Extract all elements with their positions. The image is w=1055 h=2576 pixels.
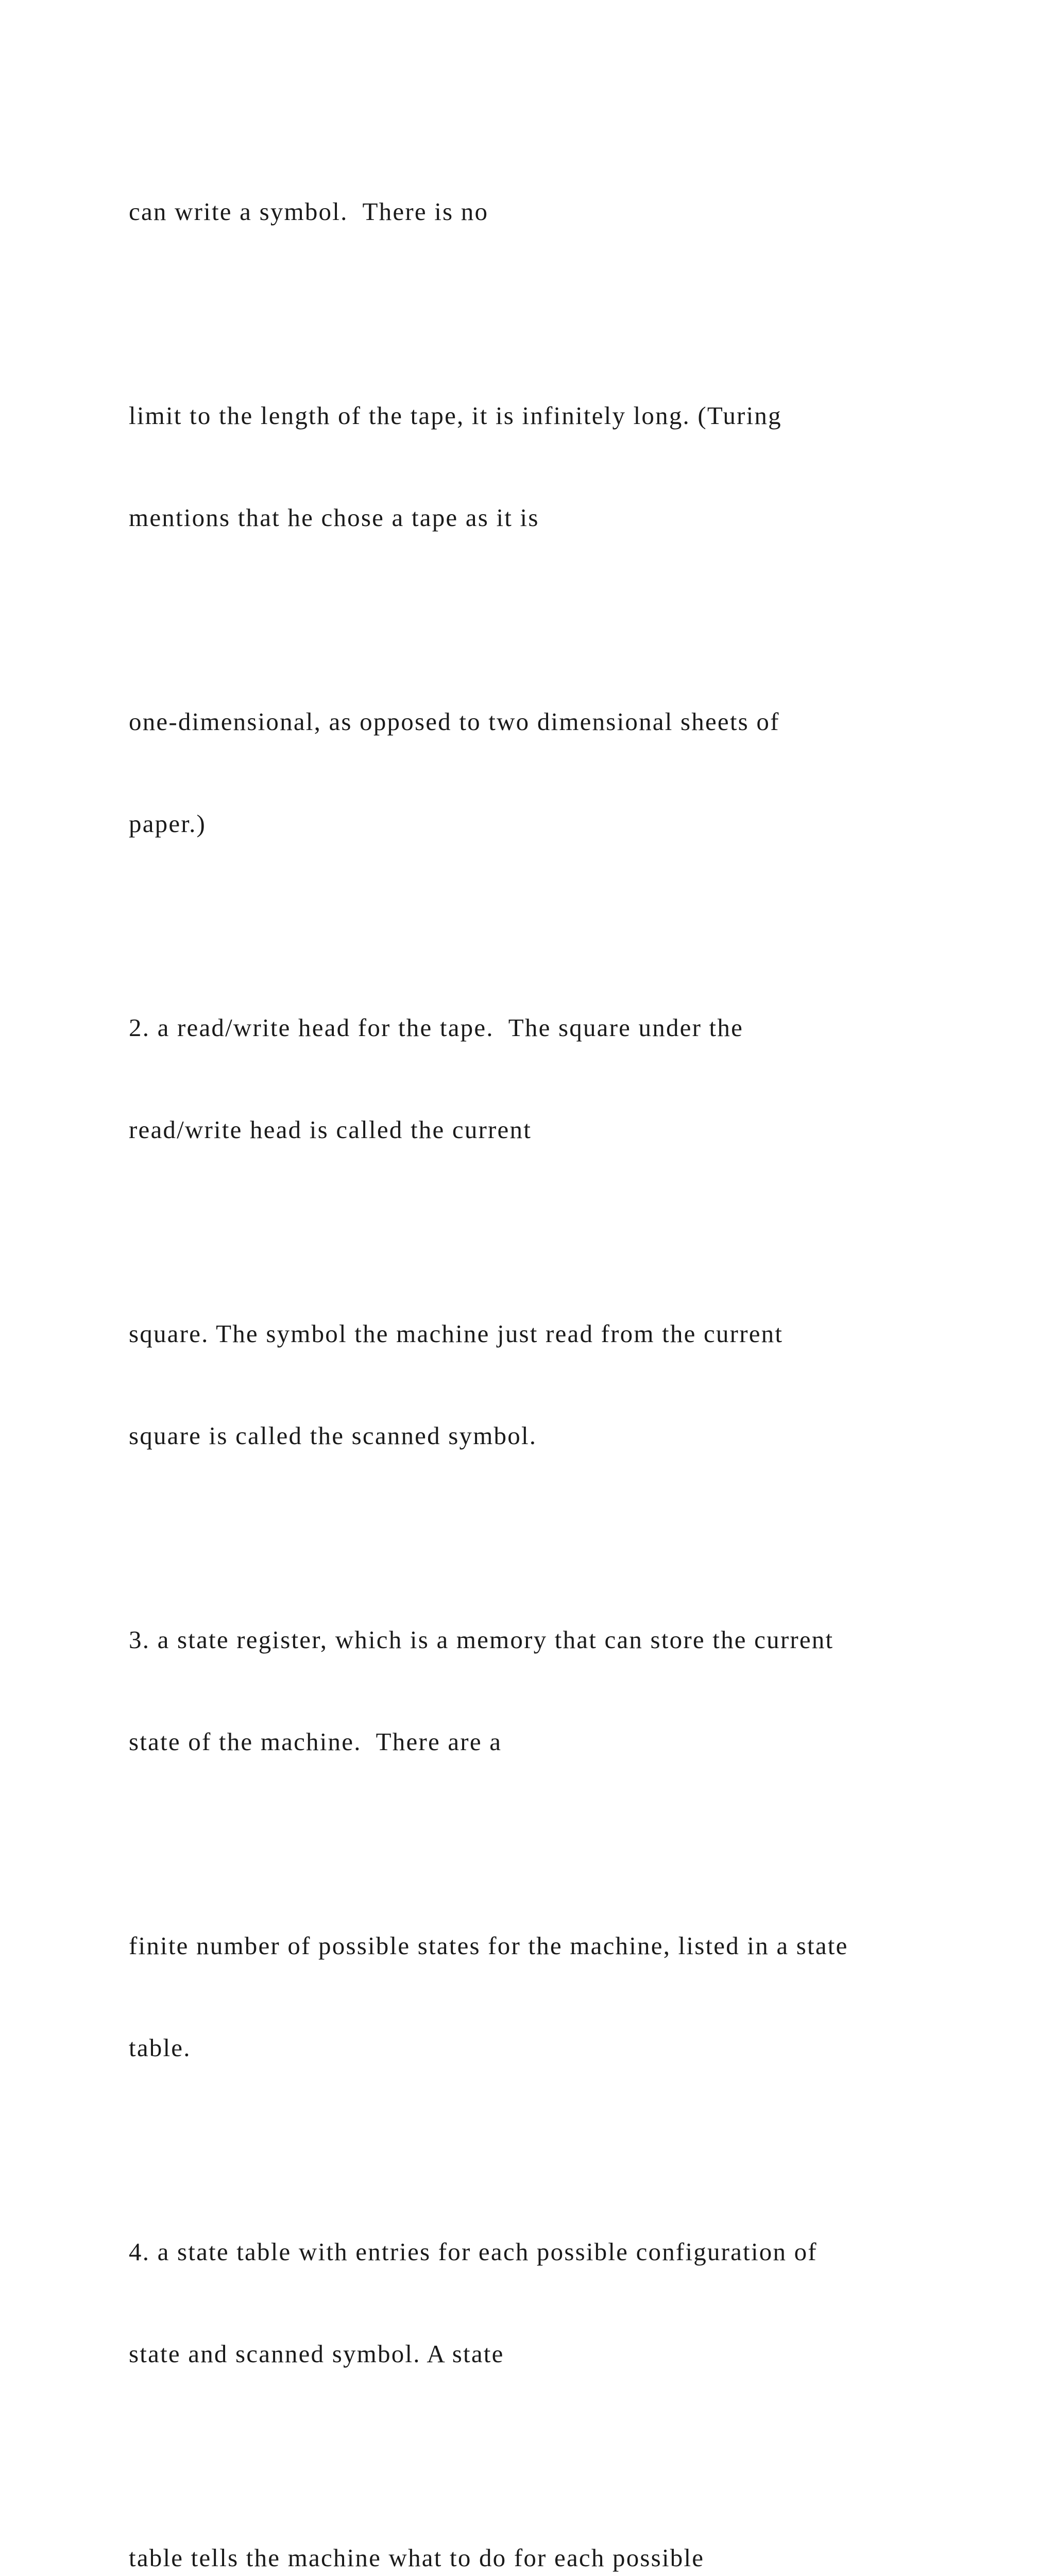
text-line: state of the machine. There are a <box>129 1727 502 1756</box>
paragraph <box>129 1555 1005 1827</box>
text-line: table tells the machine what to do for each possible <box>129 2544 705 2572</box>
text-line: square. The symbol the machine just read from the current <box>129 1319 784 1348</box>
text-line: 4. a state table with entries for each possible configuration of <box>129 2238 818 2266</box>
text-line: can write a symbol. There is no <box>129 197 489 226</box>
text-line: state and scanned symbol. A state <box>129 2340 504 2368</box>
document-body <box>129 127 1005 2576</box>
text-line: finite number of possible states for the machine, listed in a state <box>129 1931 848 1960</box>
paragraph <box>129 943 1005 1215</box>
paragraph <box>129 331 1005 603</box>
text-line: read/write head is called the current <box>129 1115 532 1144</box>
paragraph <box>129 127 1005 297</box>
paragraph <box>129 1249 1005 1521</box>
paragraph <box>129 637 1005 909</box>
text-line: mentions that he chose a tape as it is <box>129 503 539 532</box>
text-line: paper.) <box>129 809 207 838</box>
text-line: table. <box>129 2033 191 2062</box>
text-line: 2. a read/write head for the tape. The square under the <box>129 1013 744 1042</box>
paragraph <box>129 2473 1005 2576</box>
text-line: one-dimensional, as opposed to two dimensional sheets of <box>129 707 780 736</box>
paragraph <box>129 1861 1005 2133</box>
text-line: 3. a state register, which is a memory that can store the current <box>129 1625 834 1654</box>
text-line: square is called the scanned symbol. <box>129 1421 537 1450</box>
paragraph <box>129 2167 1005 2439</box>
text-line: limit to the length of the tape, it is infinitely long. (Turing <box>129 401 782 430</box>
